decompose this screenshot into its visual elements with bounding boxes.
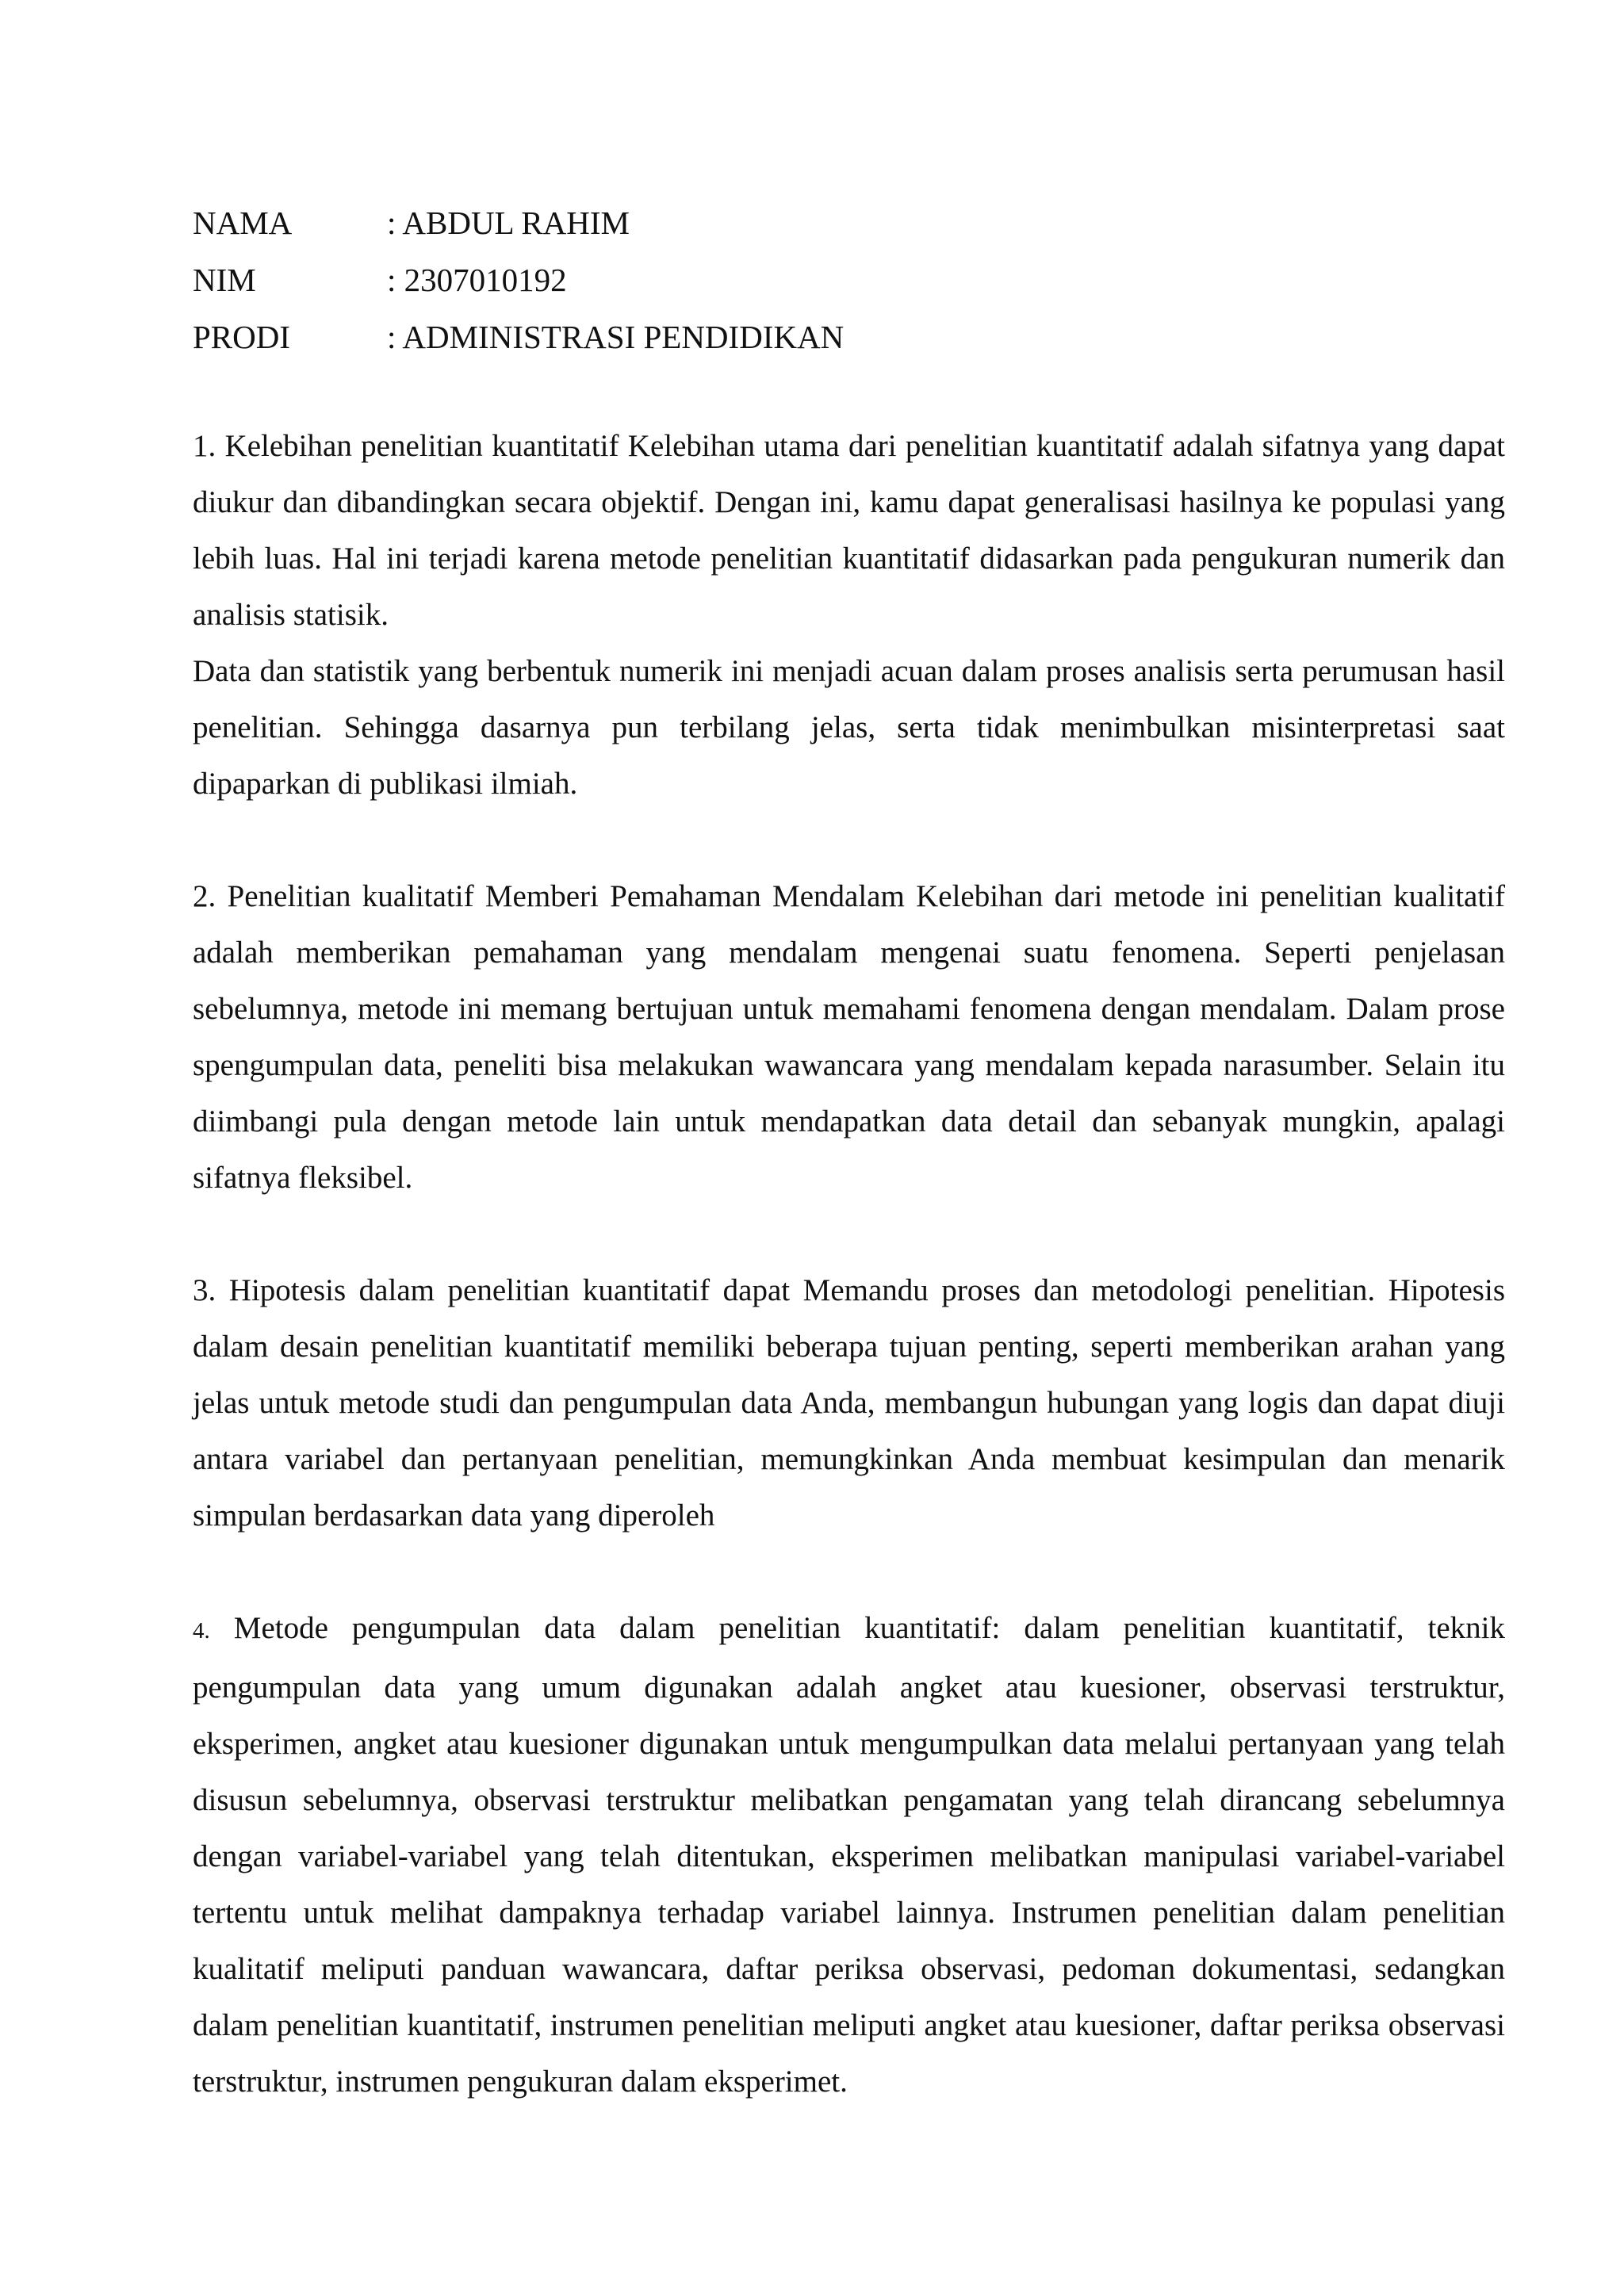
answer-1-continuation — [193, 643, 1505, 812]
answer-text: Metode pengumpulan data dalam penelitian kuantitatif: dalam penelitian kuantitatif, teknik pengumpulan data yang umum digunakan adalah angket atau kuesioner, observasi terstruktur, eksperimen, angket atau kuesioner digunakan untuk mengumpulkan data melalui pertanyaan yang telah disusun sebelumnya, observasi terstruktur melibatkan pengamatan yang telah dirancang sebelumnya dengan variabel-variabel yang telah ditentukan, eksperimen melibatkan manipulasi variabel-variabel tertentu untuk melihat dampaknya terhadap variabel lainnya. Instrumen penelitian dalam penelitian kualitatif meliputi panduan wawancara, daftar periksa observasi, pedoman dokumentasi, sedangkan dalam penelitian kuantitatif, instrumen penelitian meliputi angket atau kuesioner, daftar periksa observasi terstruktur, instrumen pengukuran dalam eksperimet. — [193, 1611, 1505, 2099]
answer-4 — [193, 1600, 1505, 2110]
document-page — [193, 194, 1505, 2110]
answer-text: Hipotesis dalam penelitian kuantitatif dapat Memandu proses dan metodologi penelitian. Hipotesis dalam desain penelitian kuantitatif memiliki beberapa tujuan penting, seperti memberikan arahan yang jelas untuk metode studi dan pengumpulan data Anda, membangun hubungan yang logis dan dapat diuji antara variabel dan pertanyaan penelitian, memungkinkan Anda membuat kesimpulan dan menarik simpulan berdasarkan data yang diperoleh — [193, 1273, 1505, 1533]
answers-section — [193, 418, 1505, 2110]
answer-text: Penelitian kualitatif Memberi Pemahaman Mendalam Kelebihan dari metode ini penelitian kualitatif adalah memberikan pemahaman yang mendalam mengenai suatu fenomena. Seperti penjelasan sebelumnya, metode ini memang bertujuan untuk memahami fenomena dengan mendalam. Dalam prose spengumpulan data, peneliti bisa melakukan wawancara yang mendalam kepada narasumber. Selain itu diimbangi pula dengan metode lain untuk mendapatkan data detail dan sebanyak mungkin, apalagi sifatnya fleksibel. — [193, 879, 1505, 1195]
identity-value: : 2307010192 — [387, 262, 567, 298]
answer-number: 1. — [193, 429, 216, 463]
identity-label: PRODI — [193, 319, 291, 355]
answer-text: Kelebihan penelitian kuantitatif Kelebihan utama dari penelitian kuantitatif adalah sifatnya yang dapat diukur dan dibandingkan secara objektif. Dengan ini, kamu dapat generalisasi hasilnya ke populasi yang lebih luas. Hal ini terjadi karena metode penelitian kuantitatif didasarkan pada pengukuran numerik dan analisis statisik. — [193, 429, 1505, 632]
answer-number: 2. — [193, 879, 216, 913]
identity-row-name — [193, 194, 1505, 251]
identity-value: : ABDUL RAHIM — [387, 205, 630, 241]
answer-number: 4. — [193, 1618, 210, 1644]
identity-row-prodi — [193, 308, 1505, 365]
answer-number: 3. — [193, 1273, 216, 1307]
answer-3 — [193, 1262, 1505, 1544]
answer-text: Data dan statistik yang berbentuk numerik ini menjadi acuan dalam proses analisis serta perumusan hasil penelitian. Sehingga dasarnya pun terbilang jelas, serta tidak menimbulkan misinterpretasi saat dipaparkan di publikasi ilmiah. — [193, 654, 1505, 801]
identity-label: NAMA — [193, 205, 293, 241]
identity-row-nim — [193, 251, 1505, 308]
student-identity — [193, 194, 1505, 365]
identity-label: NIM — [193, 262, 256, 298]
answer-2 — [193, 868, 1505, 1206]
answer-1 — [193, 418, 1505, 643]
identity-value: : ADMINISTRASI PENDIDIKAN — [387, 319, 845, 355]
